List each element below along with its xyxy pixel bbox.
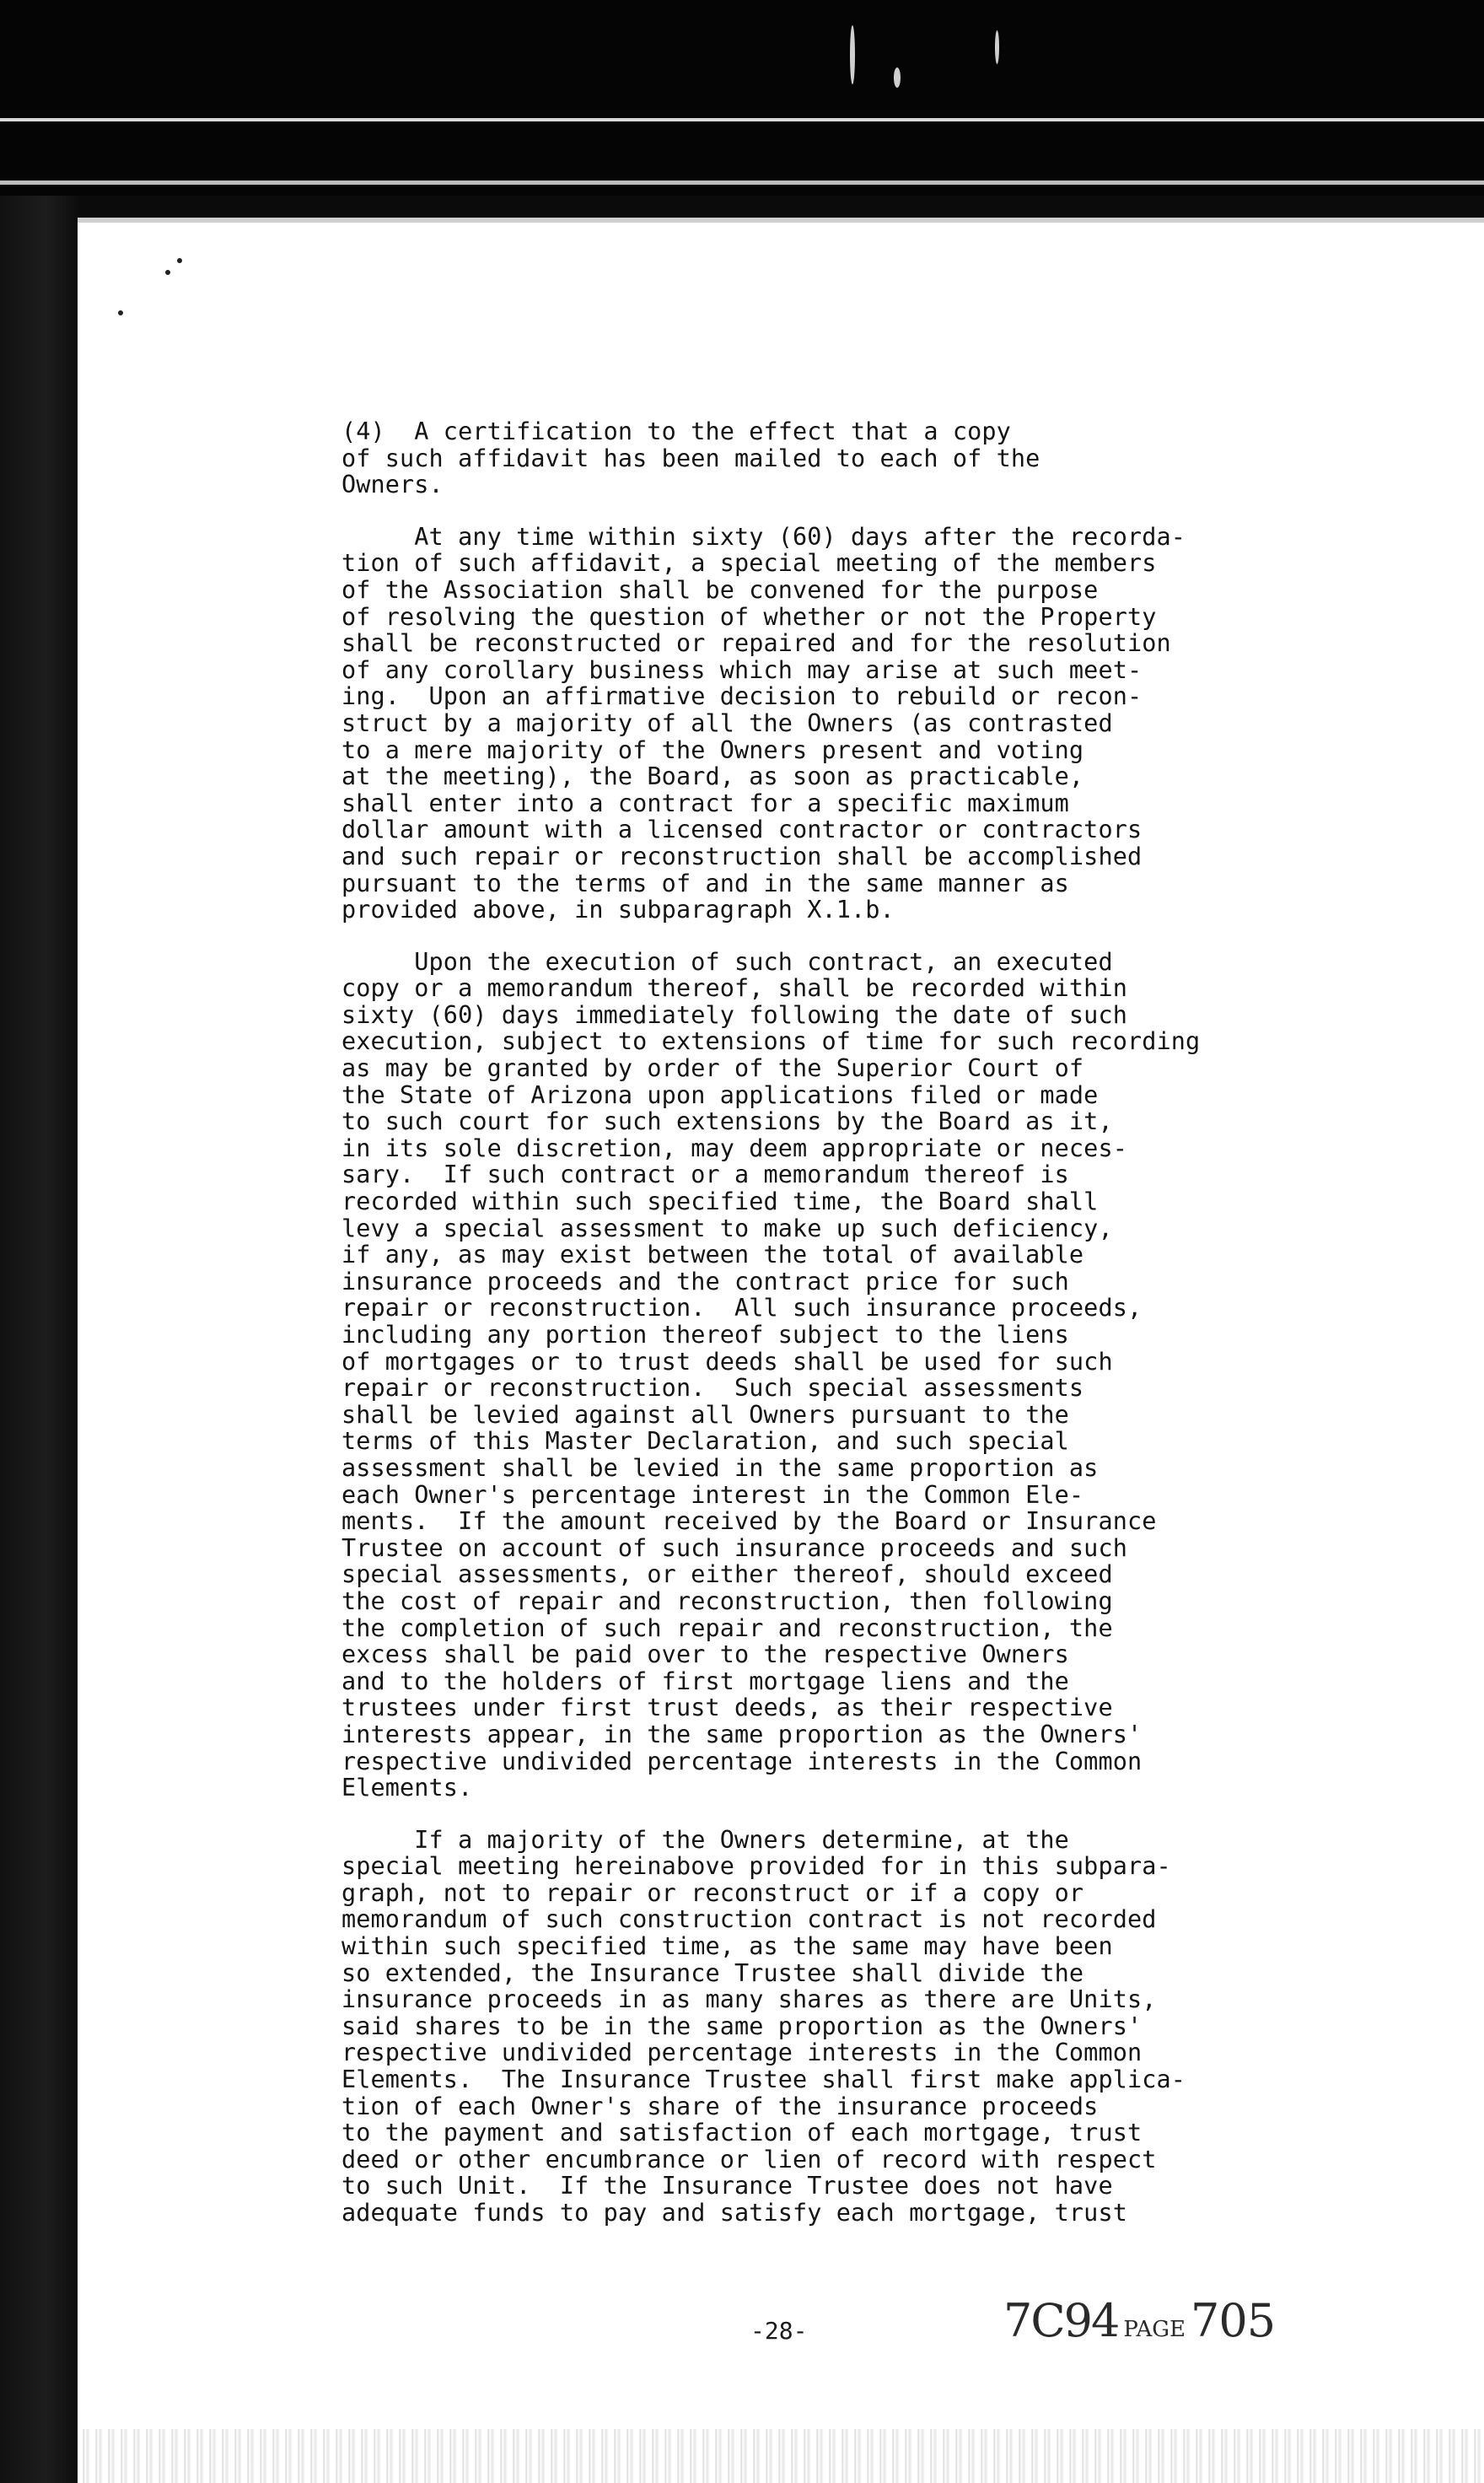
scan-left-edge <box>0 196 78 2483</box>
text-line: shall be reconstructed or repaired and for the resolution <box>341 629 1171 658</box>
text-line: levy a special assessment to make up such deficiency, <box>341 1214 1113 1242</box>
paragraph-majority <box>341 1827 1328 2227</box>
document-body <box>341 418 1328 2227</box>
text-line: (4) A certification to the effect that a copy <box>341 417 1011 445</box>
page-number: -28- <box>750 2317 808 2345</box>
text-line: If a majority of the Owners determine, at the <box>341 1825 1069 1854</box>
text-line: respective undivided percentage interests in the Common <box>341 1747 1143 1775</box>
text-line: dollar amount with a licensed contractor or contractors <box>341 816 1143 844</box>
text-line: to a mere majority of the Owners present and voting <box>341 735 1084 764</box>
text-line: to such Unit. If the Insurance Trustee does not have <box>341 2172 1113 2200</box>
paragraph-execution <box>341 949 1328 1802</box>
text-line: of the Association shall be convened for the purpose <box>341 575 1099 604</box>
stamp-page: 705 <box>1191 2294 1276 2347</box>
text-line: assessment shall be levied in the same proportion as <box>341 1453 1099 1482</box>
text-line: at the meeting), the Board, as soon as practicable, <box>341 762 1084 791</box>
text-line: shall enter into a contract for a specific maximum <box>341 789 1069 817</box>
text-line: interests appear, in the same proportion as the Owners' <box>341 1720 1143 1748</box>
text-line: Elements. <box>341 1774 473 1802</box>
text-line: if any, as may exist between the total of available <box>341 1241 1084 1269</box>
scan-top-rule <box>0 118 1484 121</box>
text-line: the completion of such repair and reconstruction, the <box>341 1613 1113 1642</box>
text-line: Owners. <box>341 471 444 499</box>
text-line: tion of such affidavit, a special meeting of the members <box>341 549 1157 578</box>
text-line: of any corollary business which may arise at such meet- <box>341 655 1143 684</box>
paragraph-recordation <box>341 524 1328 924</box>
scan-top-band <box>0 0 1484 196</box>
text-line: deed or other encumbrance or lien of record with respect <box>341 2145 1157 2173</box>
text-line: insurance proceeds and the contract price for such <box>341 1267 1069 1295</box>
text-line: excess shall be paid over to the respective Owners <box>341 1640 1069 1669</box>
text-line: within such specified time, as the same may have been <box>341 1932 1113 1961</box>
text-line: special meeting hereinabove provided for in this subpara- <box>341 1852 1171 1881</box>
text-line: shall be levied against all Owners pursuant to the <box>341 1400 1069 1429</box>
text-line: copy or a memorandum thereof, shall be recorded within <box>341 974 1127 1003</box>
scan-top-rule-lower <box>0 180 1484 185</box>
paragraph-item-4 <box>341 418 1328 498</box>
text-line: struct by a majority of all the Owners (as contrasted <box>341 708 1113 737</box>
text-line: and such repair or reconstruction shall be accomplished <box>341 842 1143 870</box>
text-line: to the payment and satisfaction of each mortgage, trust <box>341 2119 1143 2147</box>
scan-bottom-noise <box>78 2429 1484 2483</box>
text-line: terms of this Master Declaration, and such special <box>341 1427 1069 1456</box>
text-line: sary. If such contract or a memorandum thereof is <box>341 1161 1069 1189</box>
text-line: in its sole discretion, may deem appropriate or neces- <box>341 1134 1127 1162</box>
text-line: tion of each Owner's share of the insurance proceeds <box>341 2092 1099 2120</box>
text-line: to such court for such extensions by the Board as it, <box>341 1107 1113 1136</box>
text-line: At any time within sixty (60) days after the recorda- <box>341 522 1186 551</box>
text-line: the cost of repair and reconstruction, then following <box>341 1586 1113 1615</box>
margin-mark <box>177 258 182 263</box>
text-line: respective undivided percentage interests in the Common <box>341 2039 1143 2067</box>
text-line: said shares to be in the same proportion as the Owners' <box>341 2012 1143 2040</box>
text-line: each Owner's percentage interest in the Common Ele- <box>341 1480 1084 1509</box>
stamp-book: 7C94 <box>1003 2294 1119 2347</box>
text-line: ing. Upon an affirmative decision to rebuild or recon- <box>341 682 1143 711</box>
text-line: including any portion thereof subject to the liens <box>341 1321 1069 1349</box>
text-line: sixty (60) days immediately following the date of such <box>341 1000 1127 1029</box>
text-line: pursuant to the terms of and in the same manner as <box>341 869 1069 897</box>
text-line: Upon the execution of such contract, an executed <box>341 947 1113 976</box>
text-line: and to the holders of first mortgage liens and the <box>341 1667 1069 1695</box>
text-line: repair or reconstruction. Such special assessments <box>341 1374 1084 1403</box>
scan-artifact <box>894 67 901 88</box>
text-line: Elements. The Insurance Trustee shall first make applica- <box>341 2066 1186 2094</box>
text-line: of mortgages or to trust deeds shall be used for such <box>341 1347 1113 1376</box>
text-line: as may be granted by order of the Superior Court of <box>341 1054 1084 1083</box>
recording-stamp <box>1003 2294 1275 2347</box>
text-line: graph, not to repair or reconstruct or if a copy or <box>341 1878 1084 1907</box>
stamp-label: PAGE <box>1123 2317 1186 2342</box>
text-line: provided above, in subparagraph X.1.b. <box>341 896 895 924</box>
text-line: execution, subject to extensions of time for such recording <box>341 1027 1201 1056</box>
text-line: the State of Arizona upon applications filed or made <box>341 1080 1099 1109</box>
margin-mark <box>118 310 123 315</box>
text-line: adequate funds to pay and satisfy each mortgage, trust <box>341 2199 1127 2227</box>
text-line: trustees under first trust deeds, as their respective <box>341 1694 1113 1722</box>
text-line: special assessments, or either thereof, should exceed <box>341 1560 1113 1589</box>
text-line: Trustee on account of such insurance proceeds and such <box>341 1533 1127 1562</box>
text-line: ments. If the amount received by the Board or Insurance <box>341 1507 1157 1536</box>
text-line: insurance proceeds in as many shares as there are Units, <box>341 1985 1157 2014</box>
text-line: recorded within such specified time, the Board shall <box>341 1188 1099 1216</box>
scan-artifact <box>850 25 855 84</box>
margin-mark <box>165 270 170 275</box>
text-line: of such affidavit has been mailed to each of the <box>341 444 1040 472</box>
text-line: so extended, the Insurance Trustee shall divide the <box>341 1958 1084 1987</box>
text-line: repair or reconstruction. All such insurance proceeds, <box>341 1294 1143 1322</box>
text-line: memorandum of such construction contract is not recorded <box>341 1905 1157 1934</box>
scan-artifact <box>995 30 999 64</box>
text-line: of resolving the question of whether or not the Property <box>341 602 1157 631</box>
